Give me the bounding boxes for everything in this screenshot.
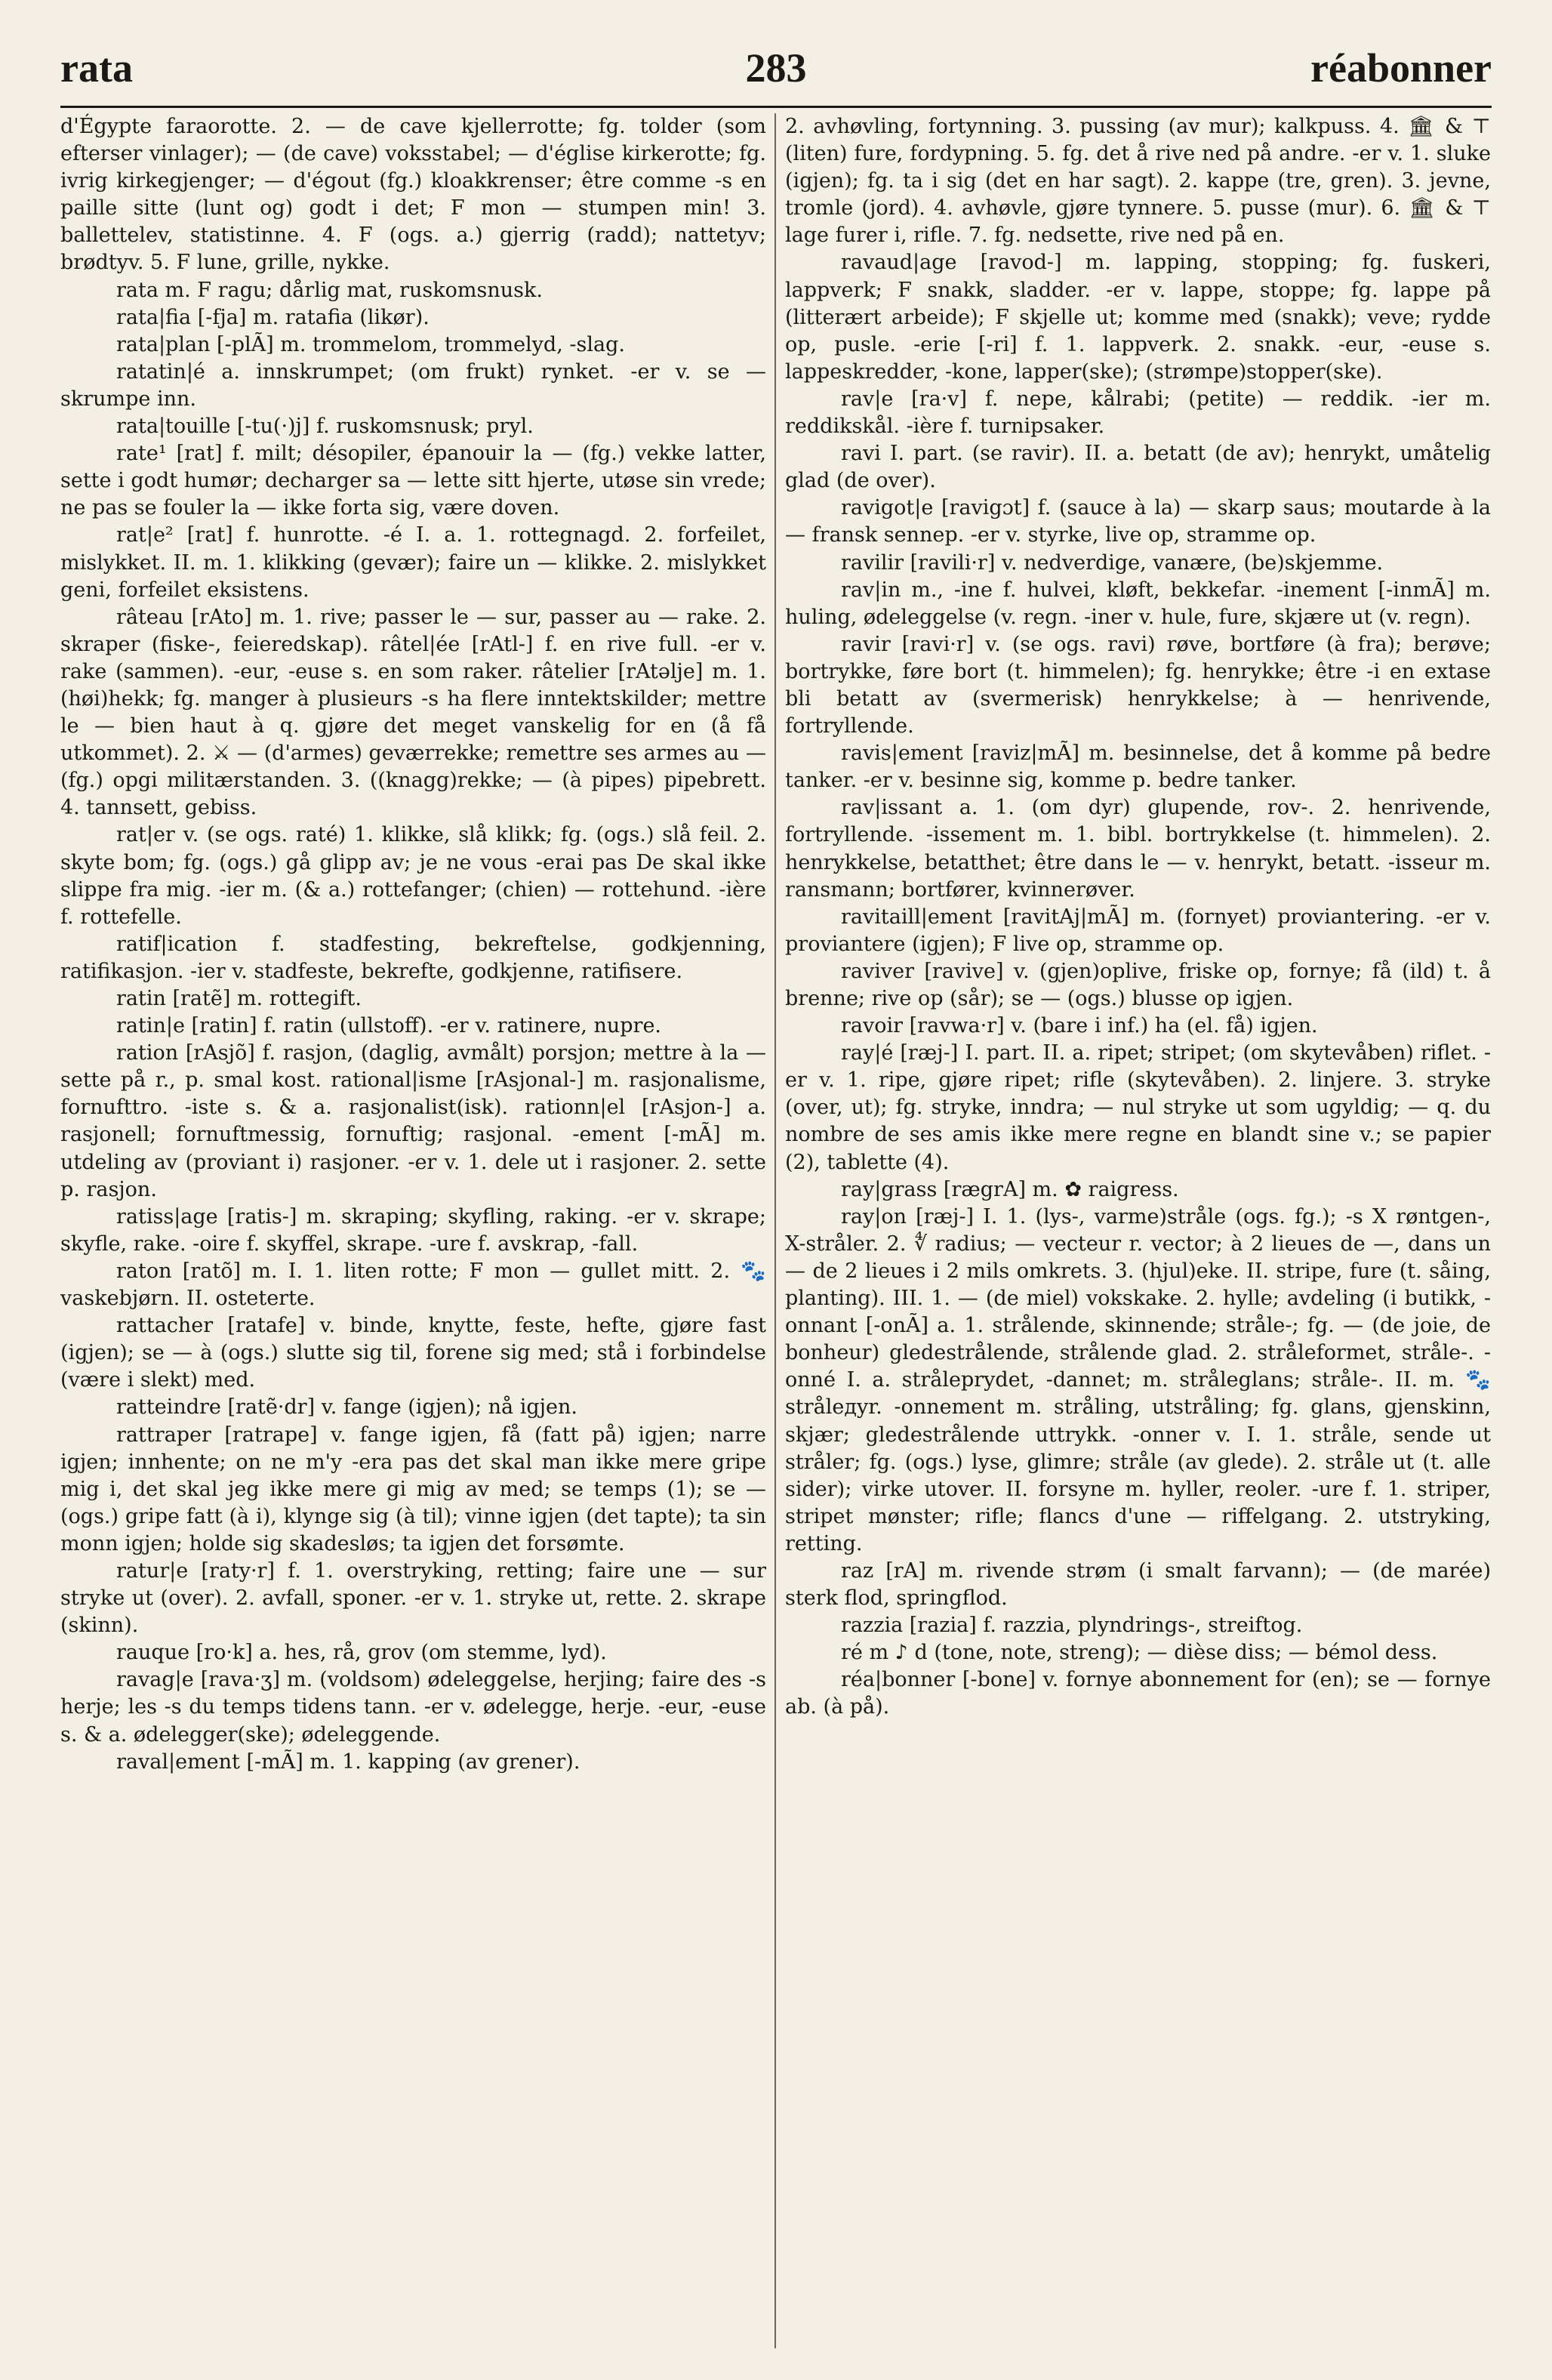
dictionary-entry: ravigot|e [ravigɔt] f. (sauce à la) — skarp saus; moutarde à la — fransk sennep. -er v. styrke, live op, stramme op.: [785, 496, 1491, 547]
dictionary-entry: rata|touille [-tu(·)j] f. ruskomsnusk; pryl.: [116, 415, 534, 439]
dictionary-entry: ratin|e [ratin] f. ratin (ullstoff). -er v. ratinere, nupre.: [116, 1014, 661, 1038]
left-guide-word: rata: [60, 45, 133, 91]
dictionary-entry: ray|é [ræj-] I. part. II. a. ripet; stripet; (om skytevåben) riflet. -er v. 1. ripe, gjøre ripet; rifle (skytevåben). 2. linjere. 3. stryke (over, ut); fg. stryke, inndra; — nul stryke ut som ugyldig; — q. du nombre de ses amis ikke mere regne en blandt sine v.; se papier (2), tablette (4).: [785, 1041, 1491, 1174]
dictionary-entry: ravag|e [rava·ʒ] m. (voldsom) ødeleggelse, herjing; faire des -s herje; les -s du temps tidens tann. -er v. ødelegge, herje. -eur, -euse s. & a. ødelegger(ske); ødeleggende.: [60, 1668, 766, 1746]
dictionary-entry: réa|bonner [-bone] v. fornye abonnement for (en); se — fornye ab. (à på).: [785, 1668, 1491, 1719]
dictionary-entry: ratatin|é a. innskrumpet; (om frukt) rynket. -er v. se — skrumpe inn.: [60, 359, 766, 411]
dictionary-entry: ravis|ement [raviz|mÃ] m. besinnelse, det å komme på bedre tanker. -er v. besinne sig, komme p. bedre tanker.: [785, 741, 1491, 793]
page-number: 283: [745, 45, 807, 91]
column-divider: [774, 113, 776, 2348]
dictionary-entry: ratif|ication f. stadfesting, bekreftelse, godkjenning, ratifikasjon. -ier v. stadfeste, bekrefte, godkjenne, ratifisere.: [60, 932, 766, 983]
dictionary-entry: ray|grass [rægrA] m. ✿ raigress.: [841, 1177, 1179, 1201]
dictionary-entry: ravir [ravi·r] v. (se ogs. ravi) røve, bortføre (à fra); berøve; bortrykke, føre bort (t. himmelen); fg. henrykke; être -i en extase bli betatt av (svermerisk) henrykkelse; à — henrivende, fortryllende.: [785, 632, 1491, 738]
right-column: [785, 113, 1491, 1722]
dictionary-entry: ré m ♪ d (tone, note, streng); — dièse diss; — bémol dess.: [841, 1641, 1438, 1665]
dictionary-entry: rav|in m., -ine f. hulvei, kløft, bekkefar. -inement [-inmÃ] m. huling, ødeleggelse (v. regn. -iner v. hule, fure, skjære ut (v. regn).: [785, 578, 1491, 629]
dictionary-entry: d'Égypte faraorotte. 2. — de cave kjellerrotte; fg. tolder (som efterser vinlager); — (de cave) voksstabel; — d'église kirkerotte; fg. ivrig kirkegjenger; — d'égout (fg.) kloakkrenser; être comme -s en paille sitte (lunt og) godt i det; F mon — stumpen min! 3. ballettelev, statistinne. 4. F (ogs. a.) gjerrig (radd); nattetyv; brødtyv. 5. F lune, grille, nykke.: [60, 115, 766, 275]
dictionary-entry: ration [rAsjõ] f. rasjon, (daglig, avmålt) porsjon; mettre à la — sette på r., p. smal kost. rational|isme [rAsjonal-] m. rasjonalisme, fornufttro. -iste s. & a. rasjonalist(isk). rationn|el [rAsjon-] a. rasjonell; fornuftmessig, fornuftig; rasjonal. -ement [-mÃ] m. utdeling av (proviant i) rasjoner. -er v. 1. dele ut i rasjoner. 2. sette p. rasjon.: [60, 1041, 766, 1201]
dictionary-entry: rate¹ [rat] f. milt; désopiler, épanouir la — (fg.) vekke latter, sette i godt humør; decharger sa — lette sitt hjerte, utøse sin vrede; ne pas se fouler la — ikke forta sig, være doven.: [60, 442, 766, 520]
dictionary-entry: razzia [razia] f. razzia, plyndrings-, streiftog.: [841, 1614, 1303, 1638]
dictionary-entry: rav|issant a. 1. (om dyr) glupende, rov-. 2. henrivende, fortryllende. -issement m. 1. bibl. bortrykkelse (t. himmelen). 2. henrykkelse, betatthet; être dans le — v. henrykt, betatt. -isseur m. ransmann; bortfører, kvinnerøver.: [785, 796, 1491, 902]
dictionary-entry: râteau [rAto] m. 1. rive; passer le — sur, passer au — rake. 2. skraper (fiske-, feieredskap). râtel|ée [rAtl-] f. en rive full. -er v. rake (sammen). -eur, -euse s. en som raker. râtelier [rAtǝlje] m. 1. (høi)hekk; fg. manger à plusieurs -s ha flere inntektskilder; mettre le — bien haut à q. gjøre det meget vanskelig for en (å få utkommet). 2. ⚔ — (d'armes) geværrekke; remettre ses armes au — (fg.) opgi militærstanden. 3. ((knagg)rekke; — (à pipes) pipebrett. 4. tannsett, gebiss.: [60, 605, 766, 820]
dictionary-entry: raviver [ravive] v. (gjen)oplive, friske op, fornye; få (ild) t. å brenne; rive op (sår); se — (ogs.) blusse op igjen.: [785, 959, 1491, 1010]
dictionary-entry: ravaud|age [ravod-] m. lapping, stopping; fg. fuskeri, lappverk; F snakk, sladder. -er v. lappe, stoppe; fg. lappe på (litterært arbeide); F skjelle ut; komme med (snakk); veve; rydde op, pusle. -erie [-ri] f. 1. lappverk. 2. snakk. -eur, -euse s. lappeskredder, -kone, lapper(ske); (strømpe)stopper(ske).: [785, 251, 1491, 384]
dictionary-entry: ravitaill|ement [ravitAj|mÃ] m. (fornyet) proviantering. -er v. proviantere (igjen); F live op, stramme op.: [785, 905, 1491, 956]
dictionary-entry: rattraper [ratrape] v. fange igjen, få (fatt på) igjen; narre igjen; innhente; on ne m'y -era pas det skal man ikke mere gripe mig i, det skal jeg ikke mere gi mig av med; se temps (1); se — (ogs.) gripe fatt (à i), klynge sig (à til); vinne igjen (det tapte); ta sin monn igjen; holde sig skadesløs; ta igjen det forsømte.: [60, 1423, 766, 1555]
dictionary-entry: raval|ement [-mÃ] m. 1. kapping (av grener).: [116, 1750, 580, 1774]
dictionary-entry: rata|plan [-plÃ] m. trommelom, trommelyd, -slag.: [116, 332, 625, 356]
header-rule: [60, 106, 1492, 108]
page-header: [60, 30, 1492, 106]
dictionary-entry: rat|e² [rat] f. hunrotte. -é I. a. 1. rottegnagd. 2. forfeilet, mislykket. II. m. 1. klikking (gevær); faire un — klikke. 2. mislykket geni, forfeilet eksistens.: [60, 523, 766, 602]
dictionary-entry: ray|on [ræj-] I. 1. (lys-, varme)stråle (ogs. fg.); -s X røntgen-, X-stråler. 2. ∜ radius; — vecteur r. vector; à 2 lieues de —, dans un — de 2 lieues i 2 mils omkrets. 3. (hjul)eke. II. stripe, fure (t. såing, planting). III. 1. — (de miel) vokskake. 2. hylle; avdeling (i butikk, -onnant [-onÃ] a. 1. strålende, skinnende; stråle-; fg. — (de joie, de bonheur) gledestrålende, strålende glad. 2. stråleformet, stråle-. -onné I. a. stråleprydet, -dannet; m. stråleglans; stråle-. II. m. 🐾 strålедyr. -onnement m. stråling, utstråling; fg. glans, gjenskinn, skjær; gledestrålende uttrykk. -onner v. I. 1. stråle, sende ut stråler; fg. (ogs.) lyse, glimre; stråle (av glede). 2. stråle ut (t. alle sider); virke utover. II. forsyne m. hyller, reoler. -ure f. 1. striper, stripet mønster; rifle; flancs d'une — riffelgang. 2. utstryking, retting.: [785, 1204, 1491, 1555]
dictionary-entry: ratiss|age [ratis-] m. skraping; skyfling, raking. -er v. skrape; skyfle, rake. -oire f. skyffel, skrape. -ure f. avskrap, -fall.: [60, 1204, 766, 1256]
dictionary-entry: rat|er v. (se ogs. raté) 1. klikke, slå klikk; fg. (ogs.) slå feil. 2. skyte bom; fg. (ogs.) gå glipp av; je ne vous -erai pas De skal ikke slippe fra mig. -ier m. (& a.) rottefanger; (chien) — rottehund. -ière f. rottefelle.: [60, 823, 766, 929]
dictionary-entry: raton [ratõ] m. I. 1. liten rotte; F mon — gullet mitt. 2. 🐾 vaskebjørn. II. osteterte.: [60, 1259, 766, 1311]
dictionary-entry: rata m. F ragu; dårlig mat, ruskomsnusk.: [116, 278, 543, 302]
dictionary-entry: rata|fia [-fja] m. ratafia (likør).: [116, 305, 430, 329]
dictionary-entry: ratteindre [ratẽ·dr] v. fange (igjen); nå igjen.: [116, 1395, 577, 1420]
dictionary-entry: ratin [ratẽ] m. rottegift.: [116, 987, 362, 1010]
right-guide-word: réabonner: [1310, 45, 1492, 91]
dictionary-entry: ravoir [ravwa·r] v. (bare i inf.) ha (el. få) igjen.: [841, 1014, 1318, 1038]
dictionary-entry: 2. avhøvling, fortynning. 3. pussing (av mur); kalkpuss. 4. 🏛 & ⊤ (liten) fure, fordypning. 5. fg. det å rive ned på andre. -er v. 1. sluke (igjen); fg. ta i sig (det en har sagt). 2. kappe (tre, gren). 3. jevne, tromle (jord). 4. avhøvle, gjøre tynnere. 5. pusse (mur). 6. 🏛 & ⊤ lage furer i, rifle. 7. fg. nedsette, rive ned på en.: [785, 115, 1491, 248]
dictionary-entry: rauque [ro·k] a. hes, rå, grov (om stemme, lyd).: [116, 1641, 607, 1665]
dictionary-entry: rav|e [ra·v] f. nepe, kålrabi; (petite) — reddik. -ier m. reddikskål. -ière f. turnipsaker.: [785, 387, 1491, 439]
dictionary-entry: ravilir [ravili·r] v. nedverdige, vanære, (be)skjemme.: [841, 550, 1384, 575]
dictionary-entry: ravi I. part. (se ravir). II. a. betatt (de av); henrykt, umåtelig glad (de over).: [785, 442, 1491, 493]
dictionary-entry: rattacher [ratafe] v. binde, knytte, feste, hefte, gjøre fast (igjen); se — à (ogs.) slutte sig til, forene sig med; stå i forbindelse (være i slekt) med.: [60, 1314, 766, 1392]
dictionary-entry: ratur|e [raty·r] f. 1. overstryking, retting; faire une — sur stryke ut (over). 2. avfall, sponer. -er v. 1. stryke ut, rette. 2. skrape (skinn).: [60, 1558, 766, 1638]
left-column: [60, 113, 766, 1776]
dictionary-entry: raz [rA] m. rivende strøm (i smalt farvann); — (de marée) sterk flod, springflod.: [785, 1558, 1491, 1611]
